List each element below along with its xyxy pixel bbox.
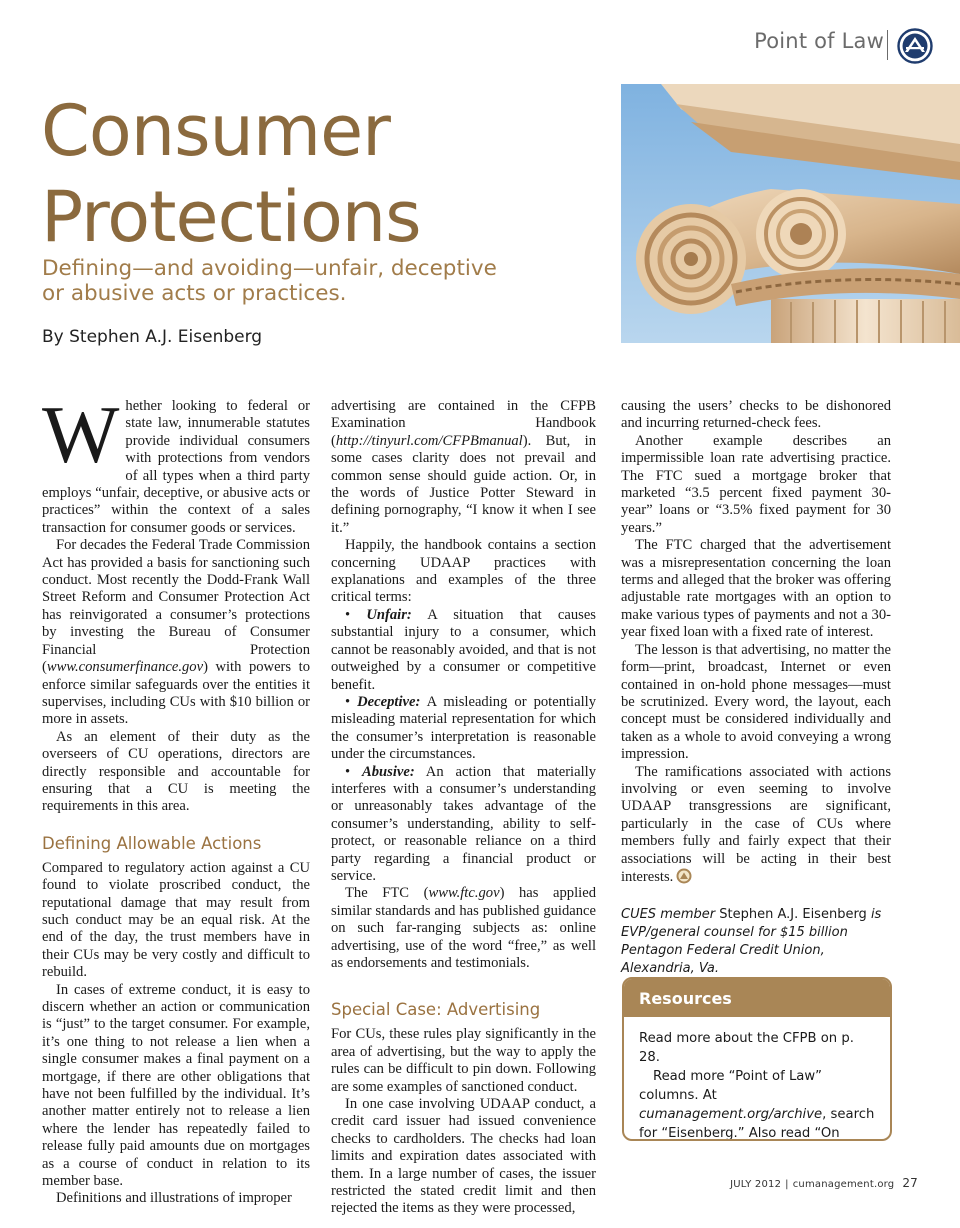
bullet-abusive: • Abusive: An action that materially interferes with a consumer’s understanding or unreasonably takes advantage of the consumer’s understanding, ability to self-protect, or reasonable reliance on a third party regarding a financial product or service.: [331, 763, 596, 884]
paragraph-text: ) with powers to enforce similar safeguards over the entities it supervises, including CUs with $10 billion or more in assets.: [42, 659, 310, 728]
link-archive[interactable]: cumanagement.org/archive: [639, 1107, 823, 1122]
link-cfpb-manual[interactable]: http://tinyurl.com/CFPBmanual: [335, 432, 523, 449]
page-footer: [730, 1176, 918, 1190]
resources-text: , search for “Eisenberg.” Also read “On: [639, 1107, 875, 1141]
bullet-term: Deceptive:: [357, 693, 421, 710]
column-3: [621, 398, 891, 978]
resources-paragraph: Read more about the CFPB on p. 28.: [639, 1031, 854, 1065]
author-bio: [621, 906, 891, 978]
paragraph-text: ) has applied similar standards and has published guidance on such far-ranging subjects as: online advertising, use of the word “free,” as well as endorsements and testimonials.: [331, 885, 596, 971]
paragraph: Compared to regulatory action against a CU found to violate proscribed conduct, the reputational damage that may result from such conduct may be an equal risk. At the end of the day, the trust members have in their CUs may be very costly and difficult to rebuild.: [42, 859, 310, 981]
paragraph: As an element of their duty as the overseers of CU operations, directors are directly responsible and accountable for ensuring that a CU is meeting the requirements in this area.: [42, 728, 310, 815]
article-title: [41, 88, 601, 260]
resources-body: [624, 1017, 890, 1141]
bullet-unfair: • Unfair: A situation that causes substantial injury to a consumer, which cannot be reasonably avoided, and that is not outweighed by a consumer or competitive benefit.: [331, 606, 596, 693]
column-2: [331, 398, 596, 1218]
link-ftc[interactable]: www.ftc.gov: [428, 885, 500, 902]
bullet-text: An action that materially interferes with a consumer’s understanding or unreasonably takes advantage of the consumer’s understanding, ability to self-protect, or reasonable reliance on a third party regarding a financial product or service.: [331, 763, 596, 884]
paragraph: [42, 389, 310, 537]
bio-text: CUES member: [621, 907, 720, 923]
paragraph: [331, 398, 596, 537]
page-number: 27: [902, 1176, 918, 1190]
paragraph: Happily, the handbook contains a section concerning UDAAP practices with explanations and examples of the three critical terms:: [331, 537, 596, 606]
paragraph: [621, 764, 891, 887]
title-line-2: Protections: [41, 176, 421, 258]
resources-title: Resources: [624, 979, 890, 1017]
article-subtitle: [42, 256, 562, 306]
paragraph: For CUs, these rules play significantly in the area of advertising, but the way to apply the rules can be difficult to pin down. Following are some examples of sanctioned conduct.: [331, 1026, 596, 1095]
section-heading-defining: Defining Allowable Actions: [42, 833, 262, 853]
byline: By Stephen A.J. Eisenberg: [42, 327, 263, 347]
footer-date: JULY 2012: [730, 1179, 782, 1190]
paragraph-text: advertising are contained in the CFPB Examination Handbook (: [331, 398, 596, 449]
subtitle-line-1: Defining—and avoiding—unfair, deceptive: [42, 256, 497, 281]
cues-logo-icon: [897, 28, 933, 64]
paragraph: The FTC charged that the advertisement was a misrepresentation concerning the loan terms and alleged that the broker was offering adjustable rate mortgages with an option to make various types of payments and not a 30-year fixed loan with a fixed rate of interest.: [621, 537, 891, 641]
header-divider: [887, 30, 888, 60]
paragraph: Definitions and illustrations of improper: [56, 1190, 292, 1207]
bullet-text: A situation that causes substantial injury to a consumer, which cannot be reasonably avoided, and that is not outweighed by a consumer or competitive benefit.: [331, 606, 596, 693]
column-capital-image: [621, 84, 960, 343]
paragraph-text: The ramifications associated with actions involving or even seeming to involve UDAAP transgressions are significant, particularly in the case of CUs where members fully and fairly expect that their associations will be acting in their best interests.: [621, 763, 891, 885]
paragraph: [331, 885, 596, 972]
paragraph-text: ). But, in some cases clarity does not prevail and common sense should guide action. Or, in the words of Justice Potter Steward in defining pornography, “I know it when I see it.”: [331, 432, 596, 536]
paragraph: causing the users’ checks to be dishonored and incurring returned-check fees.: [621, 398, 891, 432]
footer-site: cumanagement.org: [792, 1179, 895, 1190]
resources-box: [622, 977, 892, 1141]
subtitle-line-2: or abusive acts or practices.: [42, 281, 347, 306]
paragraph-text: hether looking to federal or state law, innumerable statutes provide individual consumers with protections from vendors of all types when a third party employs “unfair, deceptive, or abusive acts or practices” within the context of a sales transaction for consumer goods or services.: [42, 398, 310, 536]
section-label: Point of Law: [754, 29, 884, 53]
bio-name: Stephen A.J. Eisenberg: [719, 907, 867, 923]
paragraph-text: For decades the Federal Trade Commission Act has provided a basis for sanctioning such conduct. Most recently the Dodd-Frank Wall Street Reform and Consumer Protection Act has reinvigorated a consumer’s protections by investing the Bureau of Consumer Financial Protection (: [42, 537, 310, 676]
resources-text: Read more “Point of Law” columns. At: [639, 1069, 822, 1103]
end-mark-icon: [676, 868, 692, 884]
paragraph-text: The FTC (: [345, 885, 429, 902]
paragraph: In one case involving UDAAP conduct, a credit card issuer had issued convenience checks to cardholders. The checks had loan limits and expiration dates associated with them. In a large number of cases, the issuer restricted the stated credit limit and then rejected the items as they were processed,: [331, 1096, 596, 1217]
bullet-term: Abusive:: [362, 763, 415, 780]
paragraph: Another example describes an impermissible loan rate advertising practice. The FTC sued a mortgage broker that marketed “3.5 percent fixed payment 30-year” loans or “3.5% fixed payment for 30 years.”: [621, 432, 891, 536]
paragraph: [42, 537, 310, 728]
column-1: [42, 389, 310, 1208]
bio-text: is EVP/general counsel for $15 billion Pentagon Federal Credit Union, Alexandria, Va.: [621, 907, 882, 977]
footer-separator: |: [785, 1179, 789, 1190]
paragraph: In cases of extreme conduct, it is easy to discern whether an action or communication is “just” to the target consumer. For example, it’s one thing to not release a lien when a single consumer makes a final payment on a mortgage, if there are other obligations that have not been fulfilled by the individual. It’s another matter entirely not to release a lien where the lender has repeatedly failed to release fully paid amounts due on mortgages as a course of conduct in relation to its member base.: [42, 981, 310, 1190]
bullet-term: Unfair:: [366, 606, 412, 623]
resources-paragraph: [639, 1067, 878, 1141]
bullet-deceptive: • Deceptive: A misleading or potentially misleading material representation for which the consumer’s interpretation is reasonable under the circumstances.: [331, 693, 596, 763]
bullet-text: A misleading or potentially misleading material representation for which the consumer’s interpretation is reasonable under the circumstances.: [331, 693, 596, 763]
paragraph: The lesson is that advertising, no matter the form—print, broadcast, Internet or even contained in on-hold phone messages—must be scrutinized. Every word, the layout, each concept must be considered individually and taken as a whole to avoid conveying a wrong impression.: [621, 641, 891, 763]
drop-cap: W: [42, 389, 120, 480]
title-line-1: Consumer: [41, 90, 390, 172]
section-heading-advertising: Special Case: Advertising: [331, 1000, 541, 1020]
link-consumerfinance[interactable]: www.consumerfinance.gov: [46, 659, 204, 676]
